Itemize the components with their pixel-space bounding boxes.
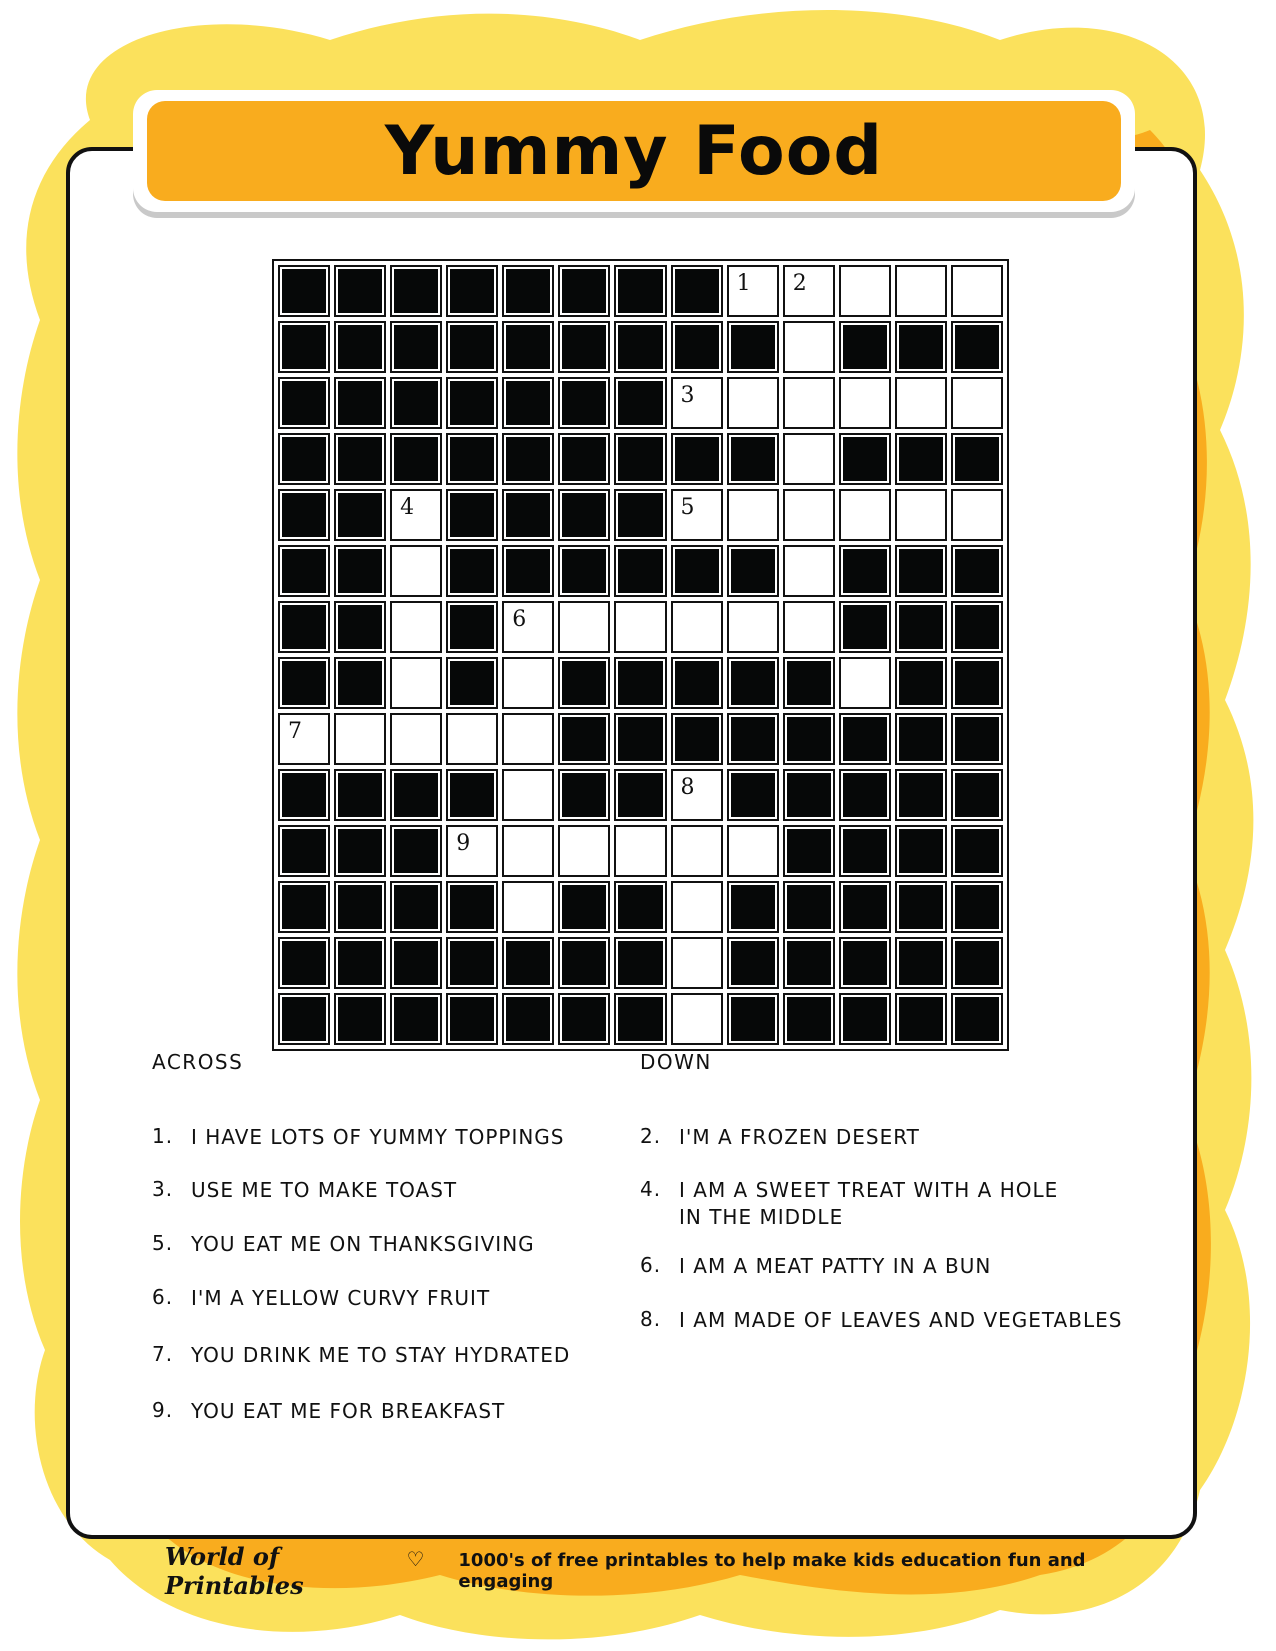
clue-number: 1. [152, 1124, 174, 1148]
grid-block [502, 321, 554, 373]
grid-cell[interactable] [390, 545, 442, 597]
grid-block [614, 489, 666, 541]
grid-cell[interactable] [727, 601, 779, 653]
grid-cell[interactable] [558, 825, 610, 877]
grid-block [558, 937, 610, 989]
grid-block [727, 545, 779, 597]
grid-block [895, 825, 947, 877]
grid-block [390, 937, 442, 989]
across-clue [152, 1177, 631, 1204]
grid-cell[interactable] [783, 601, 835, 653]
clue-text: YOU DRINK ME TO STAY HYDRATED [191, 1343, 571, 1367]
cell-number: 5 [680, 495, 695, 520]
grid-block [783, 993, 835, 1045]
across-heading: ACROSS [152, 1050, 244, 1074]
grid-block [558, 321, 610, 373]
clue-number: 2. [640, 1124, 662, 1148]
grid-block [951, 881, 1003, 933]
grid-block [727, 713, 779, 765]
clue-number: 9. [152, 1398, 174, 1422]
grid-cell[interactable] [839, 489, 891, 541]
grid-cell[interactable] [446, 713, 498, 765]
grid-block [334, 545, 386, 597]
grid-cell[interactable] [895, 265, 947, 317]
grid-block [390, 265, 442, 317]
grid-cell[interactable] [502, 713, 554, 765]
grid-block [614, 937, 666, 989]
grid-cell[interactable] [502, 769, 554, 821]
down-heading: DOWN [640, 1050, 712, 1074]
grid-cell[interactable] [502, 657, 554, 709]
grid-block [334, 993, 386, 1045]
grid-block [895, 321, 947, 373]
grid-block [895, 713, 947, 765]
clue-number: 7. [152, 1342, 174, 1366]
grid-cell[interactable] [671, 993, 723, 1045]
cell-number: 4 [400, 495, 415, 520]
grid-block [278, 489, 330, 541]
grid-block [558, 489, 610, 541]
grid-block [951, 657, 1003, 709]
grid-block [278, 265, 330, 317]
clue-number: 3. [152, 1177, 174, 1201]
grid-block [334, 601, 386, 653]
grid-block [951, 433, 1003, 485]
grid-block [558, 769, 610, 821]
grid-block [951, 713, 1003, 765]
footer-tagline: 1000's of free printables to help make kids education fun and engaging [458, 1550, 1086, 1592]
grid-block [558, 265, 610, 317]
grid-block [390, 433, 442, 485]
clue-text: I'M A YELLOW CURVY FRUIT [191, 1286, 491, 1310]
grid-block [558, 545, 610, 597]
title-bar [147, 101, 1121, 201]
grid-block [334, 769, 386, 821]
grid-block [390, 377, 442, 429]
grid-cell[interactable] [727, 489, 779, 541]
grid-block [839, 769, 891, 821]
grid-block [839, 601, 891, 653]
grid-block [614, 993, 666, 1045]
grid-block [502, 377, 554, 429]
grid-block [334, 881, 386, 933]
grid-block [446, 601, 498, 653]
across-clue [152, 1124, 631, 1151]
grid-block [895, 769, 947, 821]
grid-cell[interactable] [727, 377, 779, 429]
grid-block [895, 937, 947, 989]
grid-block [951, 545, 1003, 597]
clue-number: 8. [640, 1307, 662, 1331]
grid-cell[interactable] [278, 713, 330, 765]
clue-text: I AM MADE OF LEAVES AND VEGETABLES [679, 1308, 1123, 1332]
grid-block [278, 825, 330, 877]
grid-block [839, 825, 891, 877]
grid-block [895, 545, 947, 597]
grid-block [278, 993, 330, 1045]
grid-block [951, 601, 1003, 653]
cell-number: 8 [680, 775, 695, 800]
clue-number: 5. [152, 1231, 174, 1255]
grid-cell[interactable] [671, 769, 723, 821]
footer [165, 1542, 1115, 1600]
grid-block [278, 601, 330, 653]
grid-block [446, 993, 498, 1045]
grid-cell[interactable] [671, 937, 723, 989]
grid-cell[interactable] [839, 377, 891, 429]
grid-cell[interactable] [614, 601, 666, 653]
grid-cell[interactable] [671, 377, 723, 429]
clue-text: I HAVE LOTS OF YUMMY TOPPINGS [191, 1125, 565, 1149]
grid-block [839, 937, 891, 989]
grid-block [390, 321, 442, 373]
grid-block [951, 769, 1003, 821]
grid-cell[interactable] [390, 489, 442, 541]
grid-block [839, 881, 891, 933]
grid-block [278, 881, 330, 933]
clue-number: 6. [152, 1285, 174, 1309]
grid-block [446, 769, 498, 821]
down-clue [640, 1253, 1119, 1280]
grid-block [446, 433, 498, 485]
grid-block [558, 993, 610, 1045]
across-clue [152, 1342, 631, 1369]
cell-number: 6 [512, 607, 527, 632]
grid-block [334, 265, 386, 317]
grid-block [446, 377, 498, 429]
heart-icon: ♡ [406, 1547, 425, 1571]
grid-block [502, 545, 554, 597]
grid-block [895, 601, 947, 653]
clue-number: 4. [640, 1177, 662, 1201]
grid-block [951, 825, 1003, 877]
grid-block [334, 321, 386, 373]
down-clue [640, 1307, 1139, 1334]
grid-block [614, 657, 666, 709]
grid-block [839, 713, 891, 765]
grid-block [951, 321, 1003, 373]
grid-block [614, 377, 666, 429]
grid-block [278, 377, 330, 429]
grid-block [390, 825, 442, 877]
grid-block [502, 489, 554, 541]
grid-cell[interactable] [895, 377, 947, 429]
grid-cell[interactable] [671, 881, 723, 933]
brand-logo: World of Printables [165, 1542, 304, 1600]
across-clue [152, 1398, 631, 1425]
grid-block [558, 713, 610, 765]
clue-text: I'M A FROZEN DESERT [679, 1125, 920, 1149]
grid-block [895, 657, 947, 709]
grid-block [334, 377, 386, 429]
grid-block [334, 657, 386, 709]
grid-block [614, 433, 666, 485]
grid-block [839, 433, 891, 485]
grid-block [895, 881, 947, 933]
grid-block [278, 433, 330, 485]
down-clue [640, 1124, 1119, 1151]
grid-block [951, 993, 1003, 1045]
grid-block [614, 545, 666, 597]
grid-block [446, 881, 498, 933]
clue-number: 6. [640, 1253, 662, 1277]
grid-cell[interactable] [502, 881, 554, 933]
grid-block [614, 321, 666, 373]
grid-block [951, 937, 1003, 989]
grid-cell[interactable] [727, 825, 779, 877]
grid-cell[interactable] [446, 825, 498, 877]
grid-cell[interactable] [895, 489, 947, 541]
grid-block [502, 265, 554, 317]
clue-text: YOU EAT ME ON THANKSGIVING [191, 1232, 535, 1256]
clue-text: I AM A MEAT PATTY IN A BUN [679, 1254, 992, 1278]
cell-number: 1 [736, 271, 751, 296]
grid-block [727, 881, 779, 933]
grid-block [390, 769, 442, 821]
grid-block [502, 433, 554, 485]
grid-cell[interactable] [390, 657, 442, 709]
grid-block [671, 657, 723, 709]
grid-block [446, 321, 498, 373]
grid-cell[interactable] [783, 321, 835, 373]
grid-block [671, 713, 723, 765]
grid-block [783, 825, 835, 877]
grid-block [502, 993, 554, 1045]
cell-number: 3 [680, 383, 695, 408]
grid-block [895, 433, 947, 485]
grid-block [614, 713, 666, 765]
grid-cell[interactable] [783, 377, 835, 429]
grid-block [334, 825, 386, 877]
across-clue [152, 1231, 631, 1258]
grid-cell[interactable] [671, 601, 723, 653]
grid-block [614, 769, 666, 821]
grid-block [278, 545, 330, 597]
grid-block [783, 769, 835, 821]
grid-block [558, 657, 610, 709]
grid-block [614, 881, 666, 933]
grid-block [727, 937, 779, 989]
grid-block [502, 937, 554, 989]
grid-cell[interactable] [502, 601, 554, 653]
grid-block [558, 433, 610, 485]
grid-block [671, 265, 723, 317]
grid-block [334, 937, 386, 989]
grid-block [671, 321, 723, 373]
grid-block [278, 657, 330, 709]
grid-cell[interactable] [839, 265, 891, 317]
grid-block [839, 545, 891, 597]
grid-block [839, 321, 891, 373]
grid-block [278, 321, 330, 373]
grid-cell[interactable] [951, 489, 1003, 541]
grid-block [390, 881, 442, 933]
grid-block [446, 657, 498, 709]
page-title: Yummy Food [384, 111, 884, 191]
grid-block [446, 545, 498, 597]
grid-block [783, 881, 835, 933]
grid-block [390, 993, 442, 1045]
grid-block [727, 321, 779, 373]
grid-block [446, 489, 498, 541]
grid-cell[interactable] [783, 433, 835, 485]
grid-block [278, 769, 330, 821]
cell-number: 9 [456, 831, 471, 856]
title-banner [133, 90, 1135, 212]
grid-block [558, 377, 610, 429]
grid-cell[interactable] [783, 265, 835, 317]
grid-cell[interactable] [334, 713, 386, 765]
grid-cell[interactable] [839, 657, 891, 709]
grid-block [727, 769, 779, 821]
cell-number: 2 [792, 271, 807, 296]
grid-block [446, 265, 498, 317]
grid-block [727, 993, 779, 1045]
grid-block [334, 433, 386, 485]
clue-text: USE ME TO MAKE TOAST [191, 1178, 458, 1202]
grid-cell[interactable] [502, 825, 554, 877]
crossword-grid [276, 263, 1005, 1047]
grid-block [783, 657, 835, 709]
grid-cell[interactable] [390, 713, 442, 765]
grid-cell[interactable] [671, 489, 723, 541]
grid-block [671, 433, 723, 485]
grid-block [727, 433, 779, 485]
grid-cell[interactable] [727, 265, 779, 317]
grid-block [895, 993, 947, 1045]
grid-block [446, 937, 498, 989]
grid-cell[interactable] [951, 377, 1003, 429]
grid-block [278, 937, 330, 989]
clue-text: YOU EAT ME FOR BREAKFAST [191, 1399, 506, 1423]
grid-cell[interactable] [390, 601, 442, 653]
grid-block [614, 265, 666, 317]
grid-block [558, 881, 610, 933]
grid-cell[interactable] [614, 825, 666, 877]
grid-cell[interactable] [783, 545, 835, 597]
grid-cell[interactable] [951, 265, 1003, 317]
grid-block [671, 545, 723, 597]
clue-text: I AM A SWEET TREAT WITH A HOLE IN THE MIDDLE [679, 1178, 1059, 1229]
grid-cell[interactable] [783, 489, 835, 541]
down-clue [640, 1177, 1059, 1231]
cell-number: 7 [288, 719, 302, 744]
grid-block [783, 937, 835, 989]
grid-cell[interactable] [558, 601, 610, 653]
grid-block [839, 993, 891, 1045]
across-clue [152, 1285, 631, 1312]
grid-block [334, 489, 386, 541]
grid-block [783, 713, 835, 765]
grid-block [727, 657, 779, 709]
grid-cell[interactable] [671, 825, 723, 877]
